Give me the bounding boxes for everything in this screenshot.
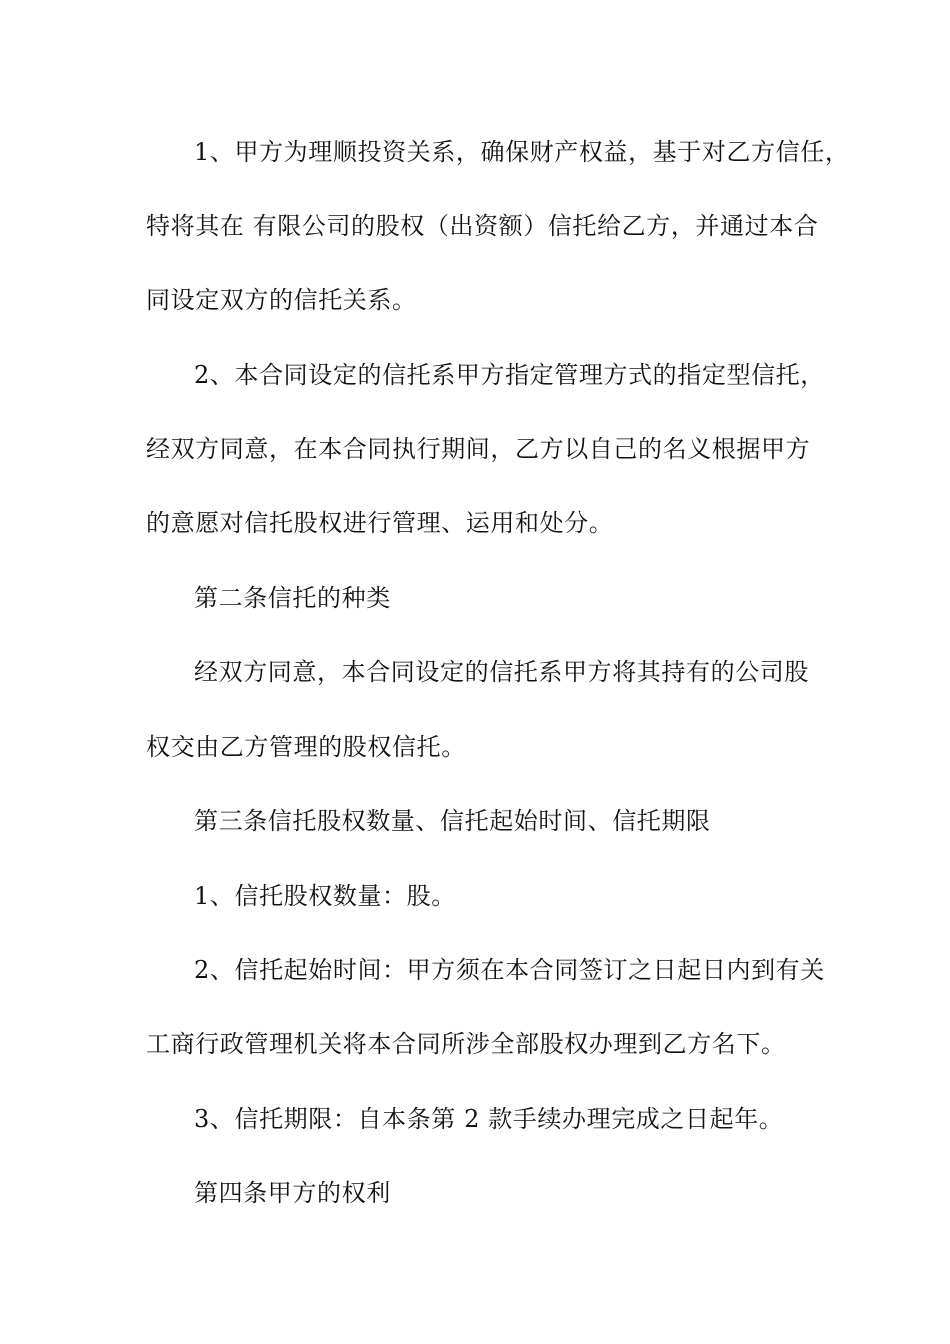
paragraph-2-line-3: 的意愿对信托股权进行管理、运用和处分。 (146, 509, 614, 537)
section-heading-article-2: 第二条信托的种类 (194, 584, 391, 612)
paragraph-3-line-1: 经双方同意，本合同设定的信托系甲方将其持有的公司股 (194, 658, 809, 686)
paragraph-1-line-2: 特将其在 有限公司的股权（出资额）信托给乙方，并通过本合 (146, 212, 819, 240)
clause-1: 1、信托股权数量：股。 (194, 882, 456, 910)
section-heading-article-4: 第四条甲方的权利 (194, 1179, 391, 1207)
clause-2-line-1: 2、信托起始时间：甲方须在本合同签订之日起日内到有关 (194, 956, 825, 984)
paragraph-1-line-1: 1、甲方为理顺投资关系，确保财产权益，基于对乙方信任， (194, 138, 850, 166)
paragraph-1-line-3: 同设定双方的信托关系。 (146, 286, 417, 314)
clause-3: 3、信托期限：自本条第 2 款手续办理完成之日起年。 (194, 1105, 784, 1133)
section-heading-article-3: 第三条信托股权数量、信托起始时间、信托期限 (194, 807, 711, 835)
paragraph-2-line-1: 2、本合同设定的信托系甲方指定管理方式的指定型信托， (194, 361, 825, 389)
paragraph-2-line-2: 经双方同意，在本合同执行期间，乙方以自己的名义根据甲方 (146, 435, 811, 463)
clause-2-line-2: 工商行政管理机关将本合同所涉全部股权办理到乙方名下。 (146, 1030, 786, 1058)
paragraph-3-line-2: 权交由乙方管理的股权信托。 (146, 733, 466, 761)
